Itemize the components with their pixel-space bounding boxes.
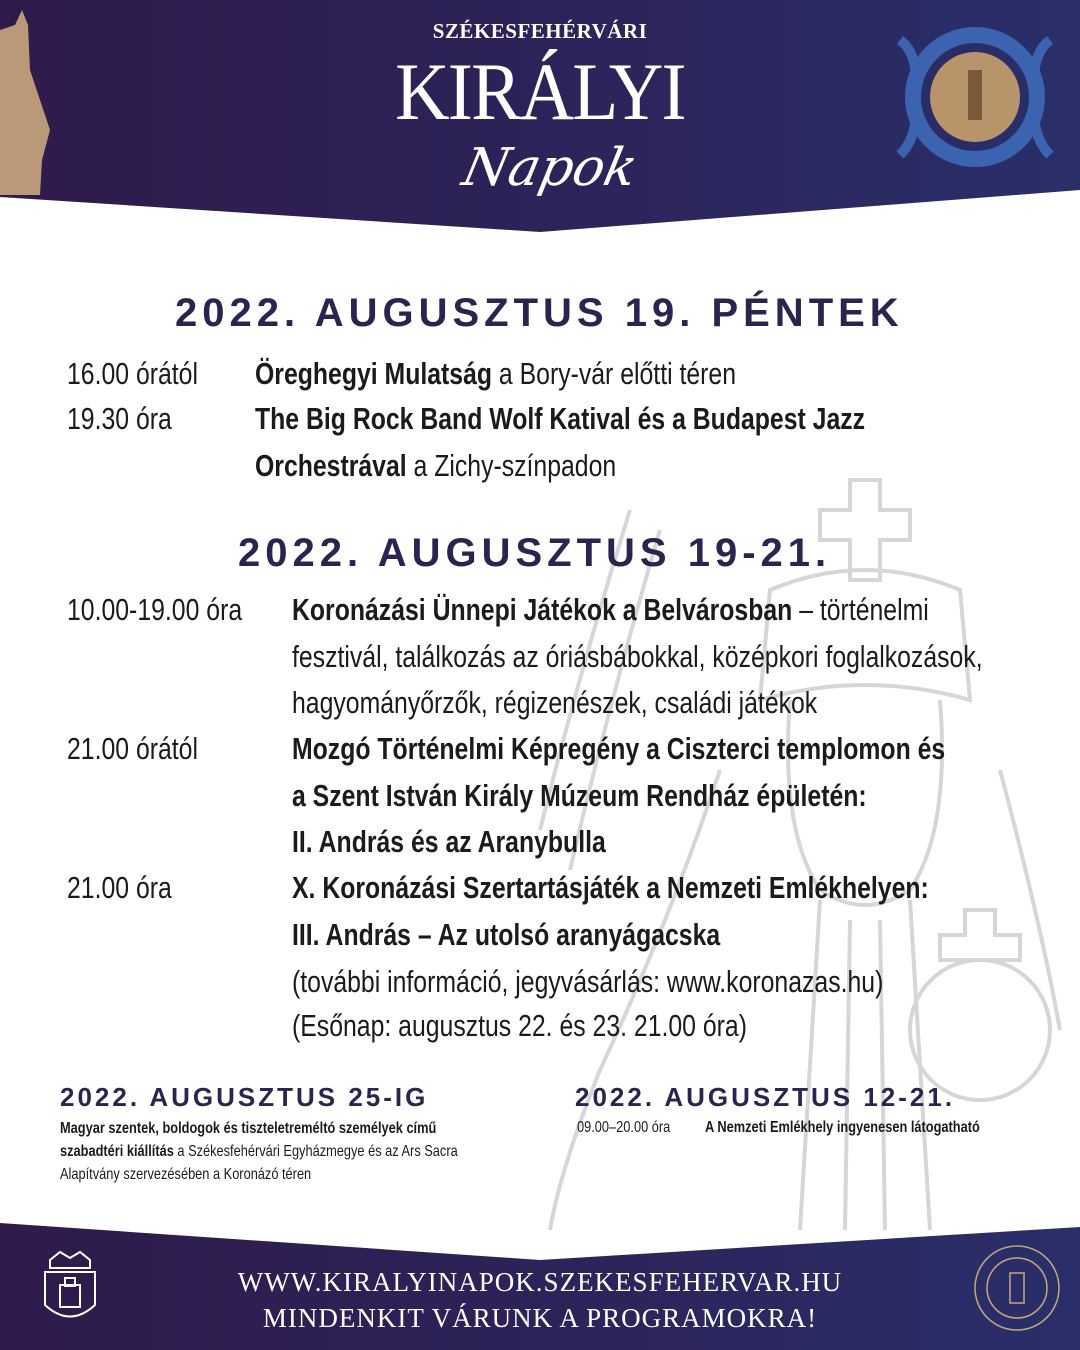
event-time: 21.00 óra xyxy=(67,870,172,905)
section-heading-aug25: 2022. AUGUSZTUS 25-IG xyxy=(60,1082,429,1112)
event-location: a Bory-vár előtti téren xyxy=(492,356,737,391)
event-description xyxy=(255,401,865,437)
event-description xyxy=(292,731,945,767)
header-title: KIRÁLYI xyxy=(395,46,685,137)
event-time: 19.30 óra xyxy=(67,401,172,436)
event-time: 10.00-19.00 óra xyxy=(67,592,243,627)
exhibition-title: Magyar szentek, boldogok és tiszteletreméltó személyek című xyxy=(60,1120,437,1137)
event-detail: (további információ, jegyvásárlás: www.koronazas.hu) xyxy=(292,964,884,999)
coin-ornament-image xyxy=(890,15,1060,180)
event-description xyxy=(292,824,606,860)
event-description xyxy=(292,685,817,721)
section-heading-aug12-21: 2022. AUGUSZTUS 12-21. xyxy=(575,1082,956,1112)
header-script-title: Napok xyxy=(457,138,643,198)
event-detail: hagyományőrzők, régizenészek, családi játékok xyxy=(292,685,818,720)
event-title: X. Koronázási Szertartásjáték a Nemzeti Emlékhelyen: xyxy=(292,870,929,905)
city-coat-of-arms-icon xyxy=(35,1250,105,1330)
event-description xyxy=(292,917,720,953)
event-description xyxy=(292,592,929,628)
event-title: The Big Rock Band Wolf Katival és a Budapest Jazz xyxy=(255,401,866,436)
event-title: a Szent István Király Múzeum Rendház épületén: xyxy=(292,778,867,813)
exhibition-detail: Alapítvány szervezésében a Koronázó téren xyxy=(60,1166,312,1183)
event-location: a Zichy-színpadon xyxy=(406,448,617,483)
section-heading-aug19-21: 2022. AUGUSZTUS 19-21. xyxy=(238,531,832,575)
event-title: II. András és az Aranybulla xyxy=(292,824,606,859)
event-time: 09.00–20.00 óra xyxy=(577,1119,671,1136)
event-detail: (Esőnap: augusztus 22. és 23. 21.00 óra) xyxy=(292,1008,747,1043)
footer-website-link[interactable]: WWW.KIRALYINAPOK.SZEKESFEHERVAR.HU xyxy=(237,1267,843,1297)
event-description xyxy=(292,964,883,1000)
footer-message: MINDENKIT VÁRUNK A PROGRAMOKRA! xyxy=(262,1303,818,1333)
event-detail: fesztivál, találkozás az óriásbábokkal, középkori foglalkozások, xyxy=(292,639,983,674)
event-title: Öreghegyi Mulatság xyxy=(255,356,493,391)
header-subtitle: SZÉKESFEHÉRVÁRI xyxy=(432,19,648,43)
event-title: Mozgó Történelmi Képregény a Ciszterci templomon és xyxy=(292,731,946,766)
exhibition-text xyxy=(60,1141,458,1163)
event-time: 16.00 órától xyxy=(67,356,198,391)
event-description xyxy=(292,639,983,675)
king-statue-image xyxy=(0,10,60,195)
section-heading-aug19: 2022. AUGUSZTUS 19. PÉNTEK xyxy=(175,291,904,335)
exhibition-title: szabadtéri kiállítás xyxy=(60,1143,174,1160)
event-title: III. András – Az utolsó aranyágacska xyxy=(292,917,721,952)
event-description xyxy=(255,356,736,392)
event-description xyxy=(292,870,929,906)
event-description xyxy=(292,1008,747,1044)
event-time: 21.00 órától xyxy=(67,731,198,766)
event-detail: – történelmi xyxy=(792,592,929,627)
event-title: A Nemzeti Emlékhely ingyenesen látogatható xyxy=(705,1119,980,1136)
exhibition-text xyxy=(60,1118,436,1140)
event-description xyxy=(292,778,867,814)
event-title: Orchestrával xyxy=(255,448,407,483)
exhibition-detail: a Székesfehérvári Egyházmegye és az Ars Sacra xyxy=(173,1143,458,1160)
event-description xyxy=(255,448,616,484)
event-title: Koronázási Ünnepi Játékok a Belvárosban xyxy=(292,592,793,627)
exhibition-text xyxy=(60,1164,311,1186)
golden-bull-memorial-seal-icon xyxy=(972,1243,1062,1333)
